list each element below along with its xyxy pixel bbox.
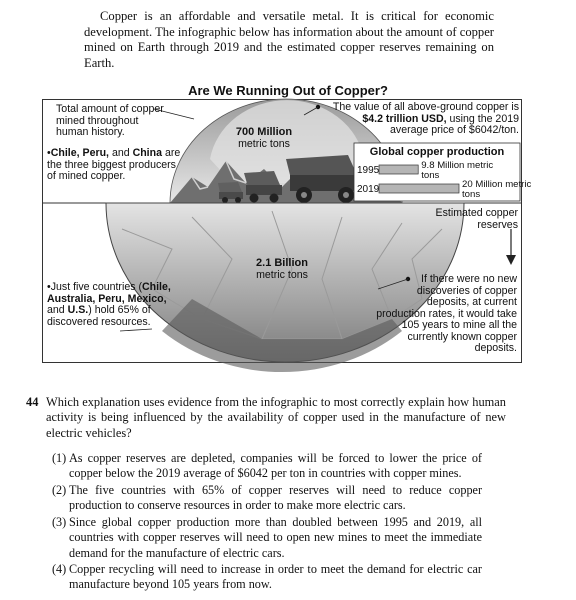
bar-1995 xyxy=(379,165,418,174)
value-label xyxy=(322,102,519,137)
five-leader xyxy=(120,329,152,331)
bar-value-label-1995: 9.8 Million metric tons xyxy=(421,160,494,181)
five-countries-label xyxy=(47,282,177,328)
total-mined-label: Total amount of copper mined throughout human history. xyxy=(56,103,164,138)
producers-bold: Chile, Peru, xyxy=(50,147,109,159)
reserves-unit: metric tons xyxy=(256,268,308,281)
mined-amount: 700 Million xyxy=(235,126,293,138)
intro-paragraph: Copper is an affordable and versatile metal. It is critical for economic development. The infographic below has information about the amount of copper mined on Earth through 2019 and the estimated copper reserves remaining on Earth. xyxy=(84,9,494,70)
estimated-reserves-label: Estimated copper reserves xyxy=(435,207,518,231)
bar-category-2019: 2019 xyxy=(357,184,380,195)
mined-amount-label xyxy=(214,127,314,150)
option-2-number: (2) xyxy=(52,483,67,497)
five-bold2: U.S. xyxy=(67,304,89,316)
option-2-text: The five countries with 65% of copper reserves will need to reduce copper production to conserve resources in order to make more electric cars. xyxy=(69,483,482,513)
no-new-discoveries-label: If there were no new discoveries of copper deposits, at current production rates, it would take 105 years to mine all the currently known copper deposits. xyxy=(376,273,517,354)
option-3-text: Since global copper production more than doubled between 1995 and 2019, all countries with copper reserves will need to open new mines to meet the immediate demand for the manufacture of electric cars. xyxy=(69,515,482,560)
value-post: using the 2019 average price of $6042/ton. xyxy=(390,112,519,136)
value-pre: The value of all above-ground copper is xyxy=(332,101,519,113)
infographic xyxy=(42,99,532,363)
five-pre: Just five countries ( xyxy=(50,281,142,293)
producers-and: and xyxy=(109,147,133,159)
question-number: 44 xyxy=(26,395,39,409)
producers-bold2: China xyxy=(132,147,162,159)
producers-post: are the three biggest producers of mined copper. xyxy=(47,147,181,182)
producers-label xyxy=(47,148,187,183)
value-bold: $4.2 trillion USD, xyxy=(362,112,447,125)
option-3-number: (3) xyxy=(52,515,67,529)
question-44 xyxy=(26,395,506,441)
option-1-number: (1) xyxy=(52,451,67,465)
bar-value-label-2019: 20 Million metric tons xyxy=(462,179,532,200)
producers-bullet: • xyxy=(47,147,51,159)
bar-2019 xyxy=(379,184,459,193)
answer-option-4[interactable] xyxy=(52,562,482,593)
option-4-text: Copper recycling will need to increase in order to meet the demand for electric car manufacture beyond 105 years from now. xyxy=(69,562,482,592)
five-bullet: • xyxy=(47,281,51,293)
infographic-title: Are We Running Out of Copper? xyxy=(188,83,388,98)
production-chart-title: Global copper production xyxy=(369,146,505,158)
five-and: and xyxy=(47,304,68,316)
reserves-amount: 2.1 Billion xyxy=(256,257,308,269)
question-text: Which explanation uses evidence from the infographic to most correctly explain how human activity is being influenced by the availability of copper used in the manufacture of new electric vehicles? xyxy=(46,395,506,440)
five-bold: Chile, Australia, Peru, Mexico, xyxy=(47,281,171,305)
bar-category-1995: 1995 xyxy=(357,165,380,176)
answer-option-1[interactable] xyxy=(52,451,482,482)
option-4-number: (4) xyxy=(52,562,67,576)
reserves-arrow-head xyxy=(506,255,516,265)
answer-option-3[interactable] xyxy=(52,515,482,561)
answer-option-2[interactable] xyxy=(52,483,482,514)
five-post: ) hold 65% of discovered resources. xyxy=(47,304,151,328)
reserves-amount-label xyxy=(232,258,332,281)
mined-unit: metric tons xyxy=(238,137,290,150)
option-1-text: As copper reserves are depleted, companies will be forced to lower the price of copper below the 2019 average of $6042 per ton in countries with copper mines. xyxy=(69,451,482,481)
